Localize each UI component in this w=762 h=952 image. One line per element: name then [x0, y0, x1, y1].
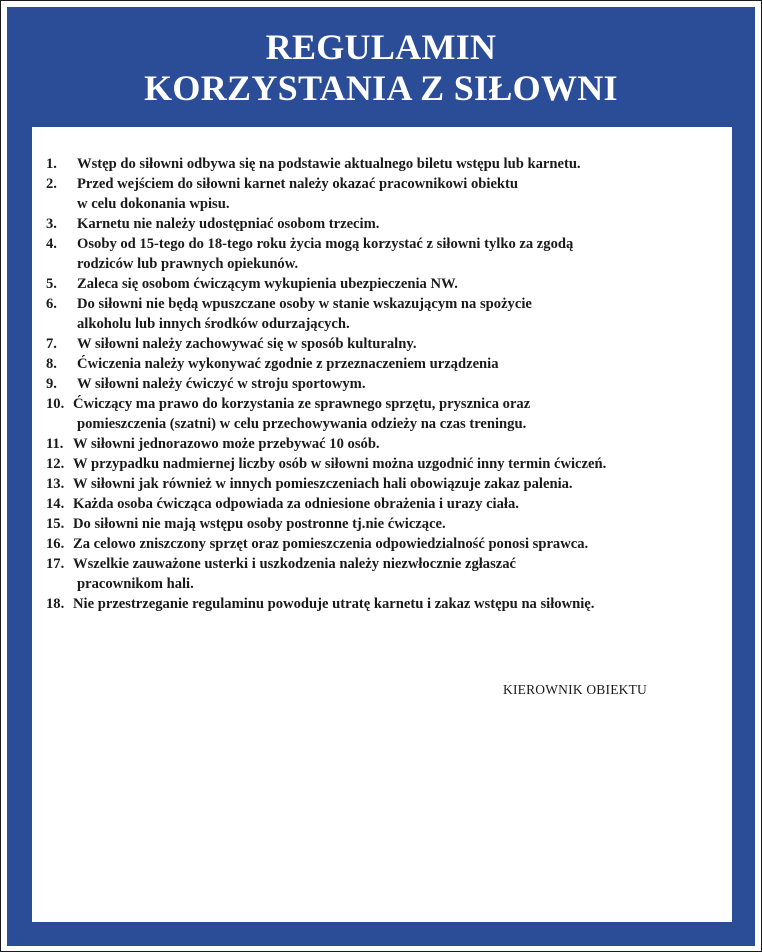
rule-item: [46, 214, 731, 234]
rule-first-line: [46, 474, 731, 494]
rule-text: Wszelkie zauważone usterki i uszkodzenia należy niezwłocznie zgłaszać: [73, 556, 517, 572]
rule-first-line: [46, 434, 731, 454]
rule-first-line: [46, 594, 731, 614]
rule-text: W siłowni należy ćwiczyć w stroju sportowym.: [77, 376, 366, 392]
rule-number: 3.: [46, 216, 57, 232]
rule-item: [46, 174, 731, 214]
rule-first-line: [46, 354, 731, 374]
rule-number: 6.: [46, 296, 57, 312]
rule-number: 8.: [46, 356, 57, 372]
rule-first-line: [46, 214, 731, 234]
rules-panel: [32, 127, 732, 922]
rule-item: [46, 154, 731, 174]
rule-number: 13.: [46, 476, 65, 492]
rule-text: pracownikom hali.: [77, 576, 194, 592]
rule-item: [46, 354, 731, 374]
rule-text: Przed wejściem do siłowni karnet należy okazać pracownikowi obiektu: [77, 176, 519, 192]
title-line-2: KORZYSTANIA Z SIŁOWNI: [144, 68, 618, 108]
rule-text: Za celowo zniszczony sprzęt oraz pomieszczenia odpowiedzialność ponosi sprawca.: [73, 536, 589, 552]
rule-continuation-line: [46, 254, 731, 274]
rule-number: 14.: [46, 496, 65, 512]
rule-text: Nie przestrzeganie regulaminu powoduje utratę karnetu i zakaz wstępu na siłownię.: [73, 596, 595, 612]
rule-text: Do siłowni nie będą wpuszczane osoby w stanie wskazującym na spożycie: [77, 296, 532, 312]
rule-item: [46, 454, 731, 474]
rule-first-line: [46, 514, 731, 534]
rule-text: W siłowni jednorazowo może przebywać 10 osób.: [73, 436, 380, 452]
rule-number: 4.: [46, 236, 57, 252]
rule-first-line: [46, 234, 731, 254]
rule-first-line: [46, 534, 731, 554]
rule-first-line: [46, 274, 731, 294]
rule-continuation-line: [46, 414, 731, 434]
rule-text: alkoholu lub innych środków odurzających.: [77, 316, 350, 332]
title-line-1: REGULAMIN: [265, 27, 497, 67]
rule-text: Ćwiczący ma prawo do korzystania ze sprawnego sprzętu, prysznica oraz: [73, 396, 531, 412]
rule-text: pomieszczenia (szatni) w celu przechowywania odzieży na czas treningu.: [77, 416, 527, 432]
rule-first-line: [46, 374, 731, 394]
rule-first-line: [46, 334, 731, 354]
rule-item: [46, 494, 731, 514]
rule-first-line: [46, 494, 731, 514]
rule-item: [46, 274, 731, 294]
signature: KIEROWNIK OBIEKTU: [503, 682, 647, 697]
rule-text: Do siłowni nie mają wstępu osoby postronne tj.nie ćwiczące.: [73, 516, 446, 532]
rule-item: [46, 434, 731, 454]
rule-number: 2.: [46, 176, 57, 192]
rule-number: 18.: [46, 596, 65, 612]
rule-item: [46, 334, 731, 354]
rule-text: Wstęp do siłowni odbywa się na podstawie aktualnego biletu wstępu lub karnetu.: [77, 156, 581, 172]
rule-item: [46, 394, 731, 434]
rule-number: 17.: [46, 556, 65, 572]
rule-number: 16.: [46, 536, 65, 552]
rule-number: 12.: [46, 456, 65, 472]
rule-first-line: [46, 554, 731, 574]
rule-text: W siłowni należy zachowywać się w sposób kulturalny.: [77, 336, 417, 352]
blue-frame: [7, 7, 755, 946]
rule-text: W przypadku nadmiernej liczby osób w siłowni można uzgodnić inny termin ćwiczeń.: [73, 456, 607, 472]
rule-text: Ćwiczenia należy wykonywać zgodnie z przeznaczeniem urządzenia: [77, 356, 499, 372]
rule-item: [46, 534, 731, 554]
rule-number: 11.: [46, 436, 64, 452]
rule-item: [46, 294, 731, 334]
rule-text: rodziców lub prawnych opiekunów.: [77, 256, 299, 272]
rule-number: 1.: [46, 156, 57, 172]
rule-text: Każda osoba ćwicząca odpowiada za odniesione obrażenia i urazy ciała.: [73, 496, 519, 512]
rules-list: [46, 154, 731, 614]
rule-number: 10.: [46, 396, 65, 412]
rule-item: [46, 594, 731, 614]
rule-item: [46, 374, 731, 394]
rule-continuation-line: [46, 574, 731, 594]
rule-item: [46, 474, 731, 494]
rule-continuation-line: [46, 194, 731, 214]
rule-item: [46, 554, 731, 594]
rule-text: Karnetu nie należy udostępniać osobom trzecim.: [77, 216, 380, 232]
rule-number: 7.: [46, 336, 57, 352]
rule-continuation-line: [46, 314, 731, 334]
rule-number: 5.: [46, 276, 57, 292]
rule-first-line: [46, 174, 731, 194]
sign-title: [7, 27, 755, 109]
rule-number: 15.: [46, 516, 65, 532]
rule-first-line: [46, 394, 731, 414]
rule-number: 9.: [46, 376, 57, 392]
rule-text: Osoby od 15-tego do 18-tego roku życia mogą korzystać z siłowni tylko za zgodą: [77, 236, 574, 252]
rule-first-line: [46, 294, 731, 314]
rule-item: [46, 514, 731, 534]
rule-item: [46, 234, 731, 274]
rule-text: W siłowni jak również w innych pomieszczeniach hali obowiązuje zakaz palenia.: [73, 476, 573, 492]
rule-first-line: [46, 154, 731, 174]
rule-text: w celu dokonania wpisu.: [77, 196, 230, 212]
rule-text: Zaleca się osobom ćwiczącym wykupienia ubezpieczenia NW.: [77, 276, 458, 292]
rule-first-line: [46, 454, 731, 474]
